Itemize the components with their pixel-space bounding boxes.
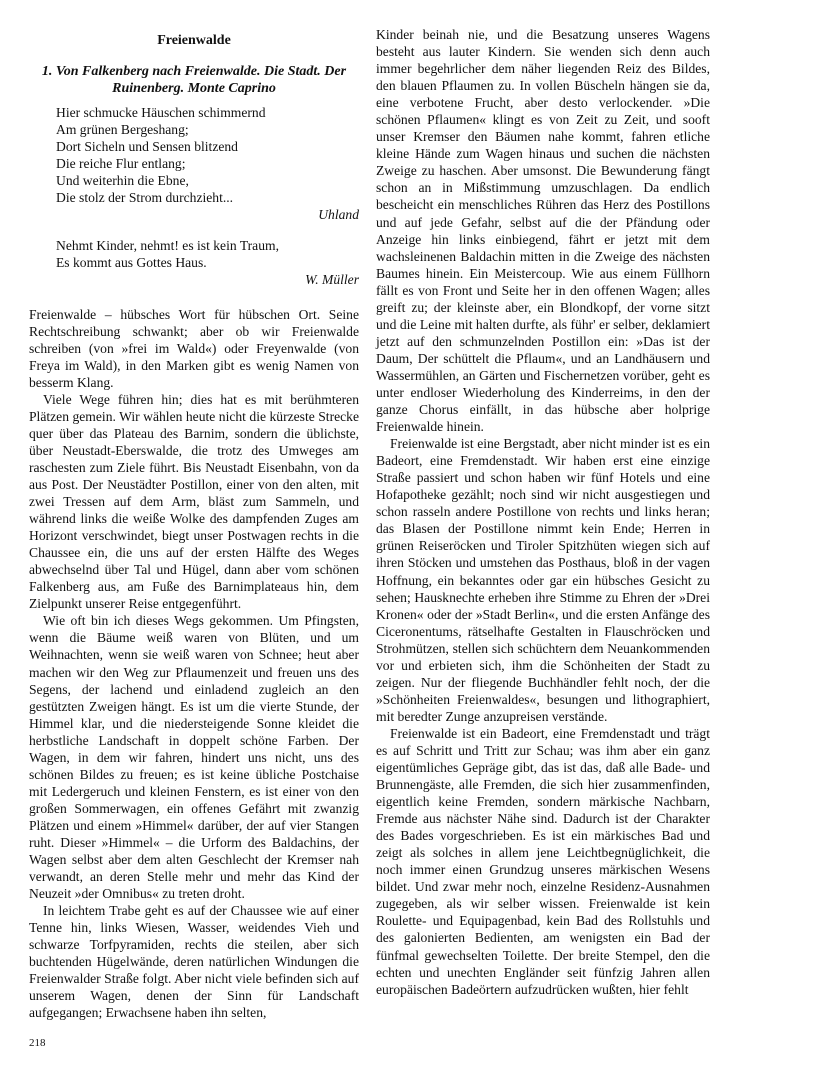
left-column	[29, 26, 359, 1021]
right-column	[376, 26, 710, 998]
poem-author: Uhland	[318, 207, 359, 223]
paragraph: Freienwalde ist ein Badeort, eine Fremdenstadt und trägt es auf Schritt und Tritt zur Schau; was ihm aber ein ganz eigentümliches Gepräge gibt, das ist das, daß alle Bade- und Brunnengäste, alle Fremden, die sich hier zusammenfinden, eigentlich keine Fremden, sondern märkische Nachbarn, Fremde aus nächster Nähe sind. Dadurch ist der Charakter des Bades vorgeschrieben. Es ist ein märkisches Bad und zeigt als solches in allem jene Leichtbegnüglichkeit, die noch immer einen Grundzug unseres märkischen Wesens bildet. Und zwar mehr noch, einzelne Residenz-Ausnahmen zugegeben, als wir selber wissen. Freienwalde ist kein Roulette- und Equipagenbad, kein Bad des Rollstuhls und des galonierten Bedienten, am wenigsten ein Bad der fünfmal gewechselten Toilette. Der breite Stempel, den die echten und unechten Engländer seit fünfzig Jahren allen europäischen Badeörtern aufzudrücken wußten, hier fehlt	[376, 725, 710, 997]
verse-line: Hier schmucke Häuschen schimmernd	[56, 105, 266, 121]
poem-author: W. Müller	[305, 272, 359, 288]
verse-line: Es kommt aus Gottes Haus.	[56, 255, 207, 271]
paragraph: Wie oft bin ich dieses Wegs gekommen. Um Pfingsten, wenn die Bäume weiß waren von Blüten, und um Weihnachten, wenn sie weiß waren von Schnee; heut aber machen wir den Weg zur Pflaumenzeit und freuen uns des Segens, der lachend und einladend zugleich an den gestützten Zweigen hängt. Es ist um die vierte Stunde, der Himmel klar, und die niedersteigende Sonne kleidet die herbstliche Landschaft in doppelt schöne Farben. Der Wagen, in dem wir fahren, hindert uns nicht, uns des schönen Bildes zu freuen; es ist keine übliche Postchaise mit Ledergeruch und kleinen Fenstern, es ist einer von den großen Sommerwagen, ein offenes Gefährt mit zwanzig Plätzen und einem »Himmel« darüber, der auf vier Stangen ruht. Dieser »Himmel« – die Urform des Baldachins, der Wagen selbst aber dem alten Geschlecht der Kremser nah verwandt, an deren Stelle mehr und mehr das Kind der Neuzeit »der Omnibus« zu treten droht.	[29, 613, 359, 902]
paragraph: Viele Wege führen hin; dies hat es mit berühmteren Plätzen gemein. Wir wählen heute nicht die kürzeste Strecke quer über das Plateau des Barnim, sondern die üblichste, über Neustadt-Eberswalde, die trotz des Umweges am raschesten zum Ziele führt. Bis Neustadt Eisenbahn, von da aus Post. Der Neustädter Postillon, einer von den alten, mit zwei Tressen auf dem Arm, bläst zum Sammeln, und während links die weiße Wolke des dampfenden Zuges am Horizont verschwindet, biegt unser Postwagen rechts in die Chaussee ein, die uns auf der ersten Hälfte des Weges abwechselnd über Tal und Hügel, dann aber vom schönen Falkenberg aus, am Fuße des Barnimplateaus hin, dem Zielpunkt unserer Reise entgegenführt.	[29, 391, 359, 612]
paragraph-split-start: In leichtem Trabe geht es auf der Chaussee wie auf einer Tenne hin, links Wiesen, Wasser, weidendes Vieh und schwarze Torfpyramiden, rechts die steilen, aber sich buchtenden Hügelwände, deren natürlichen Windungen die Freienwalder Straße folgt. Aber nicht viele befinden sich auf unserem Wagen, denen der Sinn für Landschaft aufgegangen; Erwachsene haben ihn selten,	[29, 903, 359, 1021]
verse-line: Und weiterhin die Ebne,	[56, 173, 189, 189]
paragraph: Freienwalde ist eine Bergstadt, aber nicht minder ist es ein Badeort, eine Fremdenstadt. Wir haben erst eine einzige Straße passiert und schon haben wir fünf Hotels und eine Hofapotheke gezählt; noch sind wir nicht ausgestiegen und schon rasseln andere Postillone von rechts und links heran; das Blasen der Postillone nimmt kein Ende; Herren in grünen Reiseröcken und Tiroler Spitzhüten wiegen sich auf ihren Stöcken und umstehen das Posthaus, bloß in der vagen Hoffnung, ein bekanntes oder gar ein hübsches Gesicht zu sehen; Hausknechte erheben ihre Stimme zu Ehren der »Drei Kronen« oder der »Stadt Berlin«, und die ersten Anfänge des Ciceronentums, rätselhafte Gestalten in Flauschröcken und Strohmützen, stellen sich schüchtern dem Neuankommenden vor und erbieten sich, ihm die Schönheiten der Stadt zu zeigen. Nur der fliegende Buchhändler fehlt noch, der die »Schönheiten Freienwaldes«, besungen und lithographiert, mit beredter Zunge anzupreisen verstände.	[376, 436, 710, 724]
page-number: 218	[29, 1037, 46, 1049]
page-heading: Freienwalde	[157, 33, 231, 48]
epigraph-poem-1	[56, 104, 359, 223]
verse-line: Am grünen Bergeshang;	[56, 122, 189, 138]
verse-line: Dort Sicheln und Sensen blitzend	[56, 139, 238, 155]
chapter-subtitle: 1. Von Falkenberg nach Freienwalde. Die Stadt. Der Ruinenberg. Monte Caprino	[41, 64, 347, 97]
verse-line: Die stolz der Strom durchzieht...	[56, 190, 234, 206]
epigraph-poem-2	[56, 237, 359, 288]
paragraph: Freienwalde – hübsches Wort für hübschen Ort. Seine Rechtschreibung schwankt; aber ob wir Freienwalde schreiben (von »frei im Wald«) oder Freyenwalde (von Freya im Wald), in den Marken gibt es wenig Namen von besserm Klang.	[29, 306, 359, 390]
verse-line: Nehmt Kinder, nehmt! es ist kein Traum,	[56, 238, 279, 254]
verse-line: Die reiche Flur entlang;	[56, 156, 186, 172]
paragraph-split-end: Kinder beinah nie, und die Besatzung unseres Wagens besteht aus lauter Kindern. Sie wenden sich denn auch immer begehrlicher dem näher liegenden Reiz des Bildes, den blauen Pflaumen zu. In vollen Büscheln hängen sie da, eine verbotene Frucht, aber desto verlockender. »Die schönen Pflaumen« klingt es von Zeit zu Zeit, und sooft unser Kremser den Bäumen nahe kommt, fahren etliche kleine Hände zum Wagen hinaus und suchen die nächsten Zweige zu haschen. Aber umsonst. Die Bewunderung fängt schon an in Mißstimmung umzuschlagen. Da endlich bescheicht ein menschliches Rühren das Herz des Postillons und auf jede Gefahr, selbst auf die der Pfändung oder Anzeige hin links einbiegend, fährt er jetzt mit dem wachsleinenen Baldachin mitten in die Zweige des nächsten Baumes hinein. Ein Meistercoup. Wie aus einem Füllhorn fällt es von Front und Seite her in den offenen Wagen; alles greift zu; der kleinste aber, ein Blondkopf, der vorne sitzt und die Leine mit halten durfte, als führ' er selber, deklamiert jetzt auf den schmunzelnden Postillon ein: »Das ist der Daum, Der schüttelt die Pflaum«, und an Landhäusern und Wassermühlen, an Gärten und Fischernetzen vorüber, geht es unter endloser Wiederholung des Kinderreims, in den der ganze Chorus einfällt, in das hübsche aber holprige Freienwalde hinein.	[376, 27, 710, 435]
